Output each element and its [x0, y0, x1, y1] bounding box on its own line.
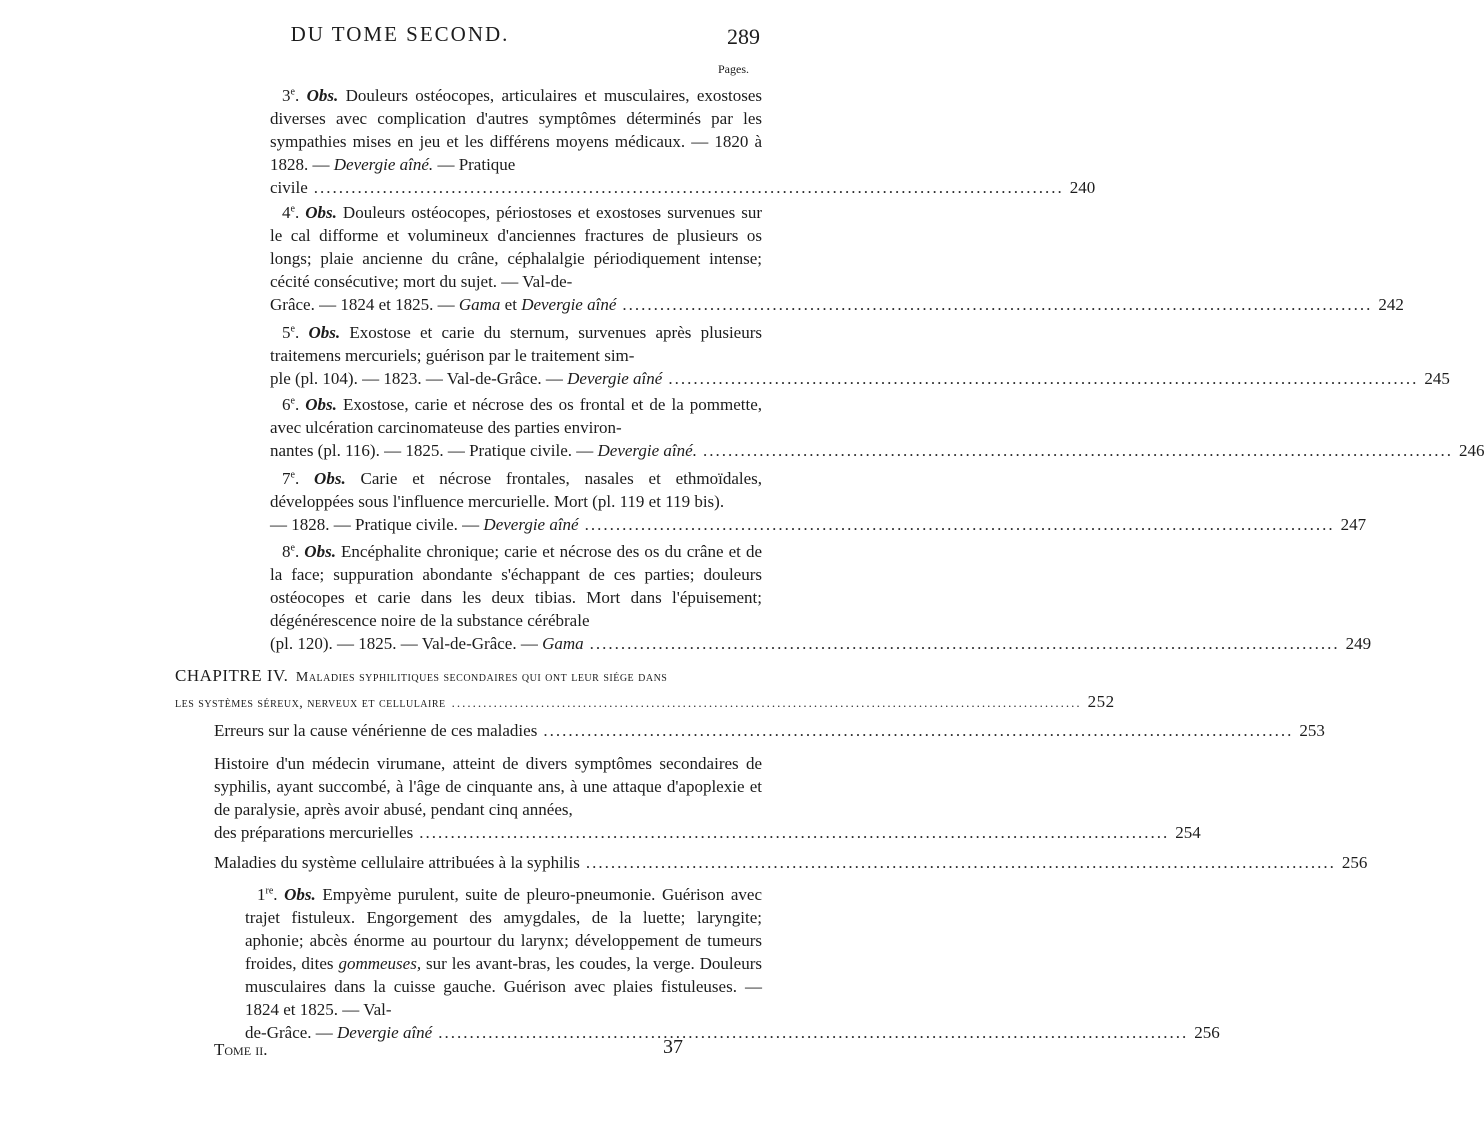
dot-leader: ........................................................................................................................	[668, 369, 1419, 388]
section-tail: des préparations mercurielles	[214, 823, 414, 842]
obs-author: Devergie aîné	[567, 369, 663, 388]
dot-leader: ........................................................................................................................	[451, 695, 1082, 710]
obs-number: 8e.	[282, 542, 300, 561]
dot-leader: ........................................................................................................................	[313, 178, 1064, 197]
obs-number: 1re.	[257, 885, 278, 904]
obs-description-cont: — Pratique	[433, 155, 516, 174]
obs-tail: civile	[270, 178, 308, 197]
dot-leader: ........................................................................................................................	[543, 721, 1294, 740]
obs-label: Obs.	[304, 542, 336, 561]
dot-leader: ........................................................................................................................	[585, 853, 1336, 872]
toc-entry-obs-6	[270, 393, 1484, 462]
page-ref: 245	[1424, 369, 1450, 388]
running-title: DU TOME SECOND.	[290, 22, 510, 46]
chapter-line-2	[175, 690, 1115, 716]
chapter-title: Maladies syphilitiques secondaires qui ont leur siége dans	[295, 670, 668, 685]
obs-description: Encéphalite chronique; carie et nécrose des os du crâne et de la face; suppuration abondante s'échappant de ces parties; douleurs ostéocopes et carie dans les deux tibias. Mort dans l'épuisement; dégénérescence noire de la substance cérébrale	[270, 542, 762, 630]
obs-description: Douleurs ostéocopes, périostoses et exostoses survenues sur le cal difforme et volumineux d'anciennes fractures de plusieurs os longs; plaie ancienne du crâne, céphalalgie périodiquement intense; cécité consécutive; mort du sujet. — Val-de-	[270, 203, 762, 291]
dot-leader: ........................................................................................................................	[622, 295, 1373, 314]
page-ref: 240	[1069, 178, 1096, 197]
dot-leader: ........................................................................................................................	[438, 1023, 1189, 1042]
obs-description: Exostose, carie et nécrose des os frontal et de la pommette, avec ulcération carcinomateuse des parties environ-	[270, 395, 763, 437]
obs-author-2: Devergie aîné	[521, 295, 617, 314]
chapter-heading	[175, 664, 1115, 716]
toc-entry-obs-7	[270, 467, 1367, 536]
obs-number: 3e.	[282, 86, 300, 105]
obs-number: 5e.	[282, 323, 300, 342]
page-number: 289	[727, 24, 760, 49]
toc-line-last	[270, 513, 1367, 536]
obs-label: Obs.	[306, 86, 339, 105]
obs-description-cont: sur les avant-bras, les coudes, la verge. Douleurs musculaires dans la cuisse gauche. Guérison avec plaies fistuleuses. — 1824 et 1825. — Val-	[245, 954, 762, 1019]
obs-author: Gama	[458, 295, 501, 314]
toc-entry-obs-4	[270, 201, 1404, 316]
obs-author: Devergie aîné	[483, 515, 579, 534]
obs-tail: de-Grâce. — Devergie aîné	[245, 1023, 433, 1042]
toc-line-last	[214, 719, 1325, 742]
dot-leader: ........................................................................................................................	[419, 823, 1170, 842]
obs-description: Carie et nécrose frontales, nasales et ethmoïdales, développées sous l'influence mercurielle. Mort (pl. 119 et 119 bis).	[270, 469, 763, 511]
obs-description-italic: gommeuses,	[338, 954, 422, 973]
obs-author: Devergie aîné	[337, 1023, 433, 1042]
pages-column-label: Pages.	[718, 62, 749, 76]
obs-author: Devergie aîné.	[597, 441, 697, 460]
page-ref: 247	[1340, 515, 1367, 534]
obs-number: 4e.	[282, 203, 300, 222]
obs-label: Obs.	[284, 885, 316, 904]
toc-entry-obs-3	[270, 84, 1096, 199]
toc-line-last	[270, 293, 1404, 316]
chapter-number: CHAPITRE IV.	[175, 666, 289, 685]
page-ref: 254	[1175, 823, 1201, 842]
obs-label: Obs.	[305, 395, 337, 414]
obs-tail: — 1828. — Pratique civile. — Devergie aîné	[270, 515, 579, 534]
toc-section-erreurs	[214, 719, 1325, 742]
obs-description: Exostose et carie du sternum, survenues après plusieurs traitemens mercuriels; guérison par le traitement sim-	[270, 323, 763, 365]
obs-label: Obs.	[305, 203, 337, 222]
toc-line-last	[214, 851, 1368, 874]
chapter-title-cont: les systèmes séreux, nerveux et cellulaire	[175, 696, 446, 711]
toc-section-cellulaire	[214, 851, 1368, 874]
page-ref: 242	[1378, 295, 1404, 314]
obs-label: Obs.	[314, 469, 346, 488]
toc-entry-obs-1re	[245, 883, 1220, 1044]
section-text: Maladies du système cellulaire attribuées à la syphilis	[214, 853, 580, 872]
dot-leader: ........................................................................................................................	[589, 634, 1340, 653]
toc-line-last	[245, 1021, 1220, 1044]
chapter-line-1	[175, 664, 762, 690]
toc-entry-obs-5	[270, 321, 1450, 390]
signature-mark: 37	[663, 1036, 683, 1058]
dot-leader: ........................................................................................................................	[584, 515, 1335, 534]
toc-line-last	[270, 439, 1484, 462]
obs-description: Douleurs ostéocopes, articulaires et musculaires, exostoses diverses avec complication d'autres symptômes déterminés par les sympathies mises en jeu et les différens moyens médicaux. — 1820 à 1828. —	[270, 86, 763, 174]
obs-author: Devergie aîné.	[333, 155, 434, 174]
section-text: Histoire d'un médecin virumane, atteint de divers symptômes secondaires de syphilis, ayant succombé, à l'âge de cinquante ans, à une attaque d'apoplexie et de paralysie, après avoir abusé, pendant cinq années,	[214, 754, 762, 819]
obs-number: 6e.	[282, 395, 300, 414]
volume-label: Tome ii.	[214, 1040, 268, 1059]
obs-tail: (pl. 120). — 1825. — Val-de-Grâce. — Gama	[270, 634, 584, 653]
obs-tail: nantes (pl. 116). — 1825. — Pratique civile. — Devergie aîné.	[270, 441, 697, 460]
obs-tail: ple (pl. 104). — 1823. — Val-de-Grâce. — Devergie aîné	[270, 369, 663, 388]
section-text: Erreurs sur la cause vénérienne de ces maladies	[214, 721, 538, 740]
toc-line-last	[214, 821, 1201, 844]
obs-tail: Grâce. — 1824 et 1825. — Gama et Devergie aîné	[270, 295, 617, 314]
obs-author: Gama	[542, 634, 584, 653]
obs-description: Empyème purulent, suite de pleuro-pneumonie. Guérison avec trajet fistuleux. Engorgement des amygdales, de la luette; laryngite; aphonie; abcès énorme au pourtour du larynx; développement de tumeurs froides, dites	[245, 885, 762, 973]
toc-line-last	[270, 367, 1450, 390]
dot-leader: ........................................................................................................................	[702, 441, 1453, 460]
page-ref: 256	[1341, 853, 1368, 872]
toc-line-last	[270, 632, 1372, 655]
page-ref: 249	[1345, 634, 1372, 653]
page-ref: 256	[1194, 1023, 1220, 1042]
obs-label: Obs.	[308, 323, 341, 342]
toc-entry-obs-8	[270, 540, 1372, 655]
toc-section-histoire	[214, 752, 1201, 844]
page-ref: 252	[1087, 692, 1115, 711]
toc-line-last	[270, 176, 1096, 199]
obs-number: 7e.	[282, 469, 300, 488]
page-ref: 253	[1299, 721, 1325, 740]
page-ref: 246	[1458, 441, 1484, 460]
